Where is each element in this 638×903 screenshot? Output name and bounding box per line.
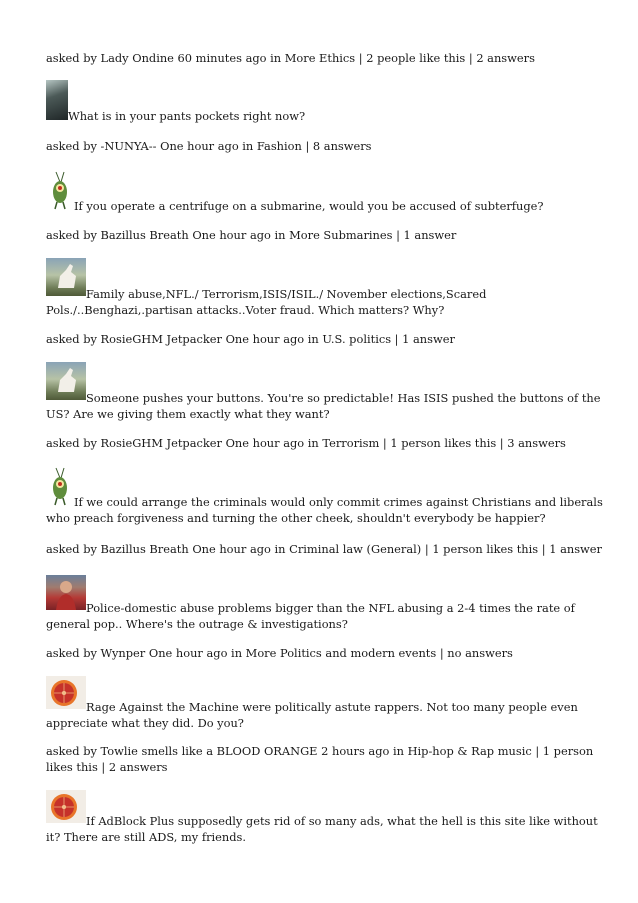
question-meta: asked by Bazillus Breath One hour ago in More Submarines | 1 answer [46,228,457,242]
plankton-icon [46,466,74,506]
question-item [46,80,606,124]
horse-avatar[interactable] [46,258,86,296]
question-link[interactable]: Rage Against the Machine were politically astute rappers. Not too many people even appreciate what they did. Do you? [46,700,578,730]
woman-avatar[interactable] [46,575,86,610]
question-link[interactable]: If you operate a centrifuge on a submarine, would you be accused of subterfuge? [74,199,544,213]
question-link[interactable]: Family abuse,NFL./ Terrorism,ISIS/ISIL./ November elections,Scared Pols./..Benghazi,.partisan attacks..Voter fraud. Which matters? Why? [46,287,487,317]
question-item [46,676,606,731]
question-meta: asked by Wynper One hour ago in More Politics and modern events | no answers [46,646,513,660]
horse-icon [46,258,86,296]
question-item [46,170,606,214]
question-item [46,466,606,526]
plankton-avatar[interactable] [46,466,74,506]
person-photo-icon [46,575,86,610]
question-link[interactable]: Someone pushes your buttons. You're so predictable! Has ISIS pushed the buttons of the US? Are we giving them exactly what they want? [46,391,601,421]
blood-orange-avatar[interactable] [46,676,86,709]
question-item [46,362,606,422]
question-item [46,258,606,318]
question-meta: asked by Bazillus Breath One hour ago in Criminal law (General) | 1 person likes this | 1 answer [46,542,602,556]
question-link[interactable]: If we could arrange the criminals would only commit crimes against Christians and liberals who preach forgiveness and turning the other cheek, shouldn't everybody be happier? [46,495,603,525]
question-meta: asked by RosieGHM Jetpacker One hour ago in Terrorism | 1 person likes this | 3 answers [46,436,566,450]
question-item [46,790,606,845]
blood-orange-icon [46,790,86,823]
dark-photo-avatar[interactable] [46,80,68,120]
question-link[interactable]: Police-domestic abuse problems bigger than the NFL abusing a 2-4 times the rate of general pop.. Where's the outrage & investigations? [46,601,575,631]
blood-orange-avatar[interactable] [46,790,86,823]
question-link[interactable]: If AdBlock Plus supposedly gets rid of so many ads, what the hell is this site like without it? There are still ADS, my friends. [46,814,598,844]
question-meta: asked by Towlie smells like a BLOOD ORANGE 2 hours ago in Hip-hop & Rap music | 1 person likes this | 2 answers [46,744,594,774]
horse-icon [46,362,86,400]
question-item [46,575,606,632]
question-meta: asked by Lady Ondine 60 minutes ago in More Ethics | 2 people like this | 2 answers [46,51,535,65]
plankton-avatar[interactable] [46,170,74,210]
question-meta: asked by -NUNYA-- One hour ago in Fashion | 8 answers [46,139,372,153]
question-meta: asked by RosieGHM Jetpacker One hour ago in U.S. politics | 1 answer [46,332,455,346]
horse-avatar[interactable] [46,362,86,400]
blood-orange-icon [46,676,86,709]
question-link[interactable]: What is in your pants pockets right now? [68,109,306,123]
plankton-icon [46,170,74,210]
